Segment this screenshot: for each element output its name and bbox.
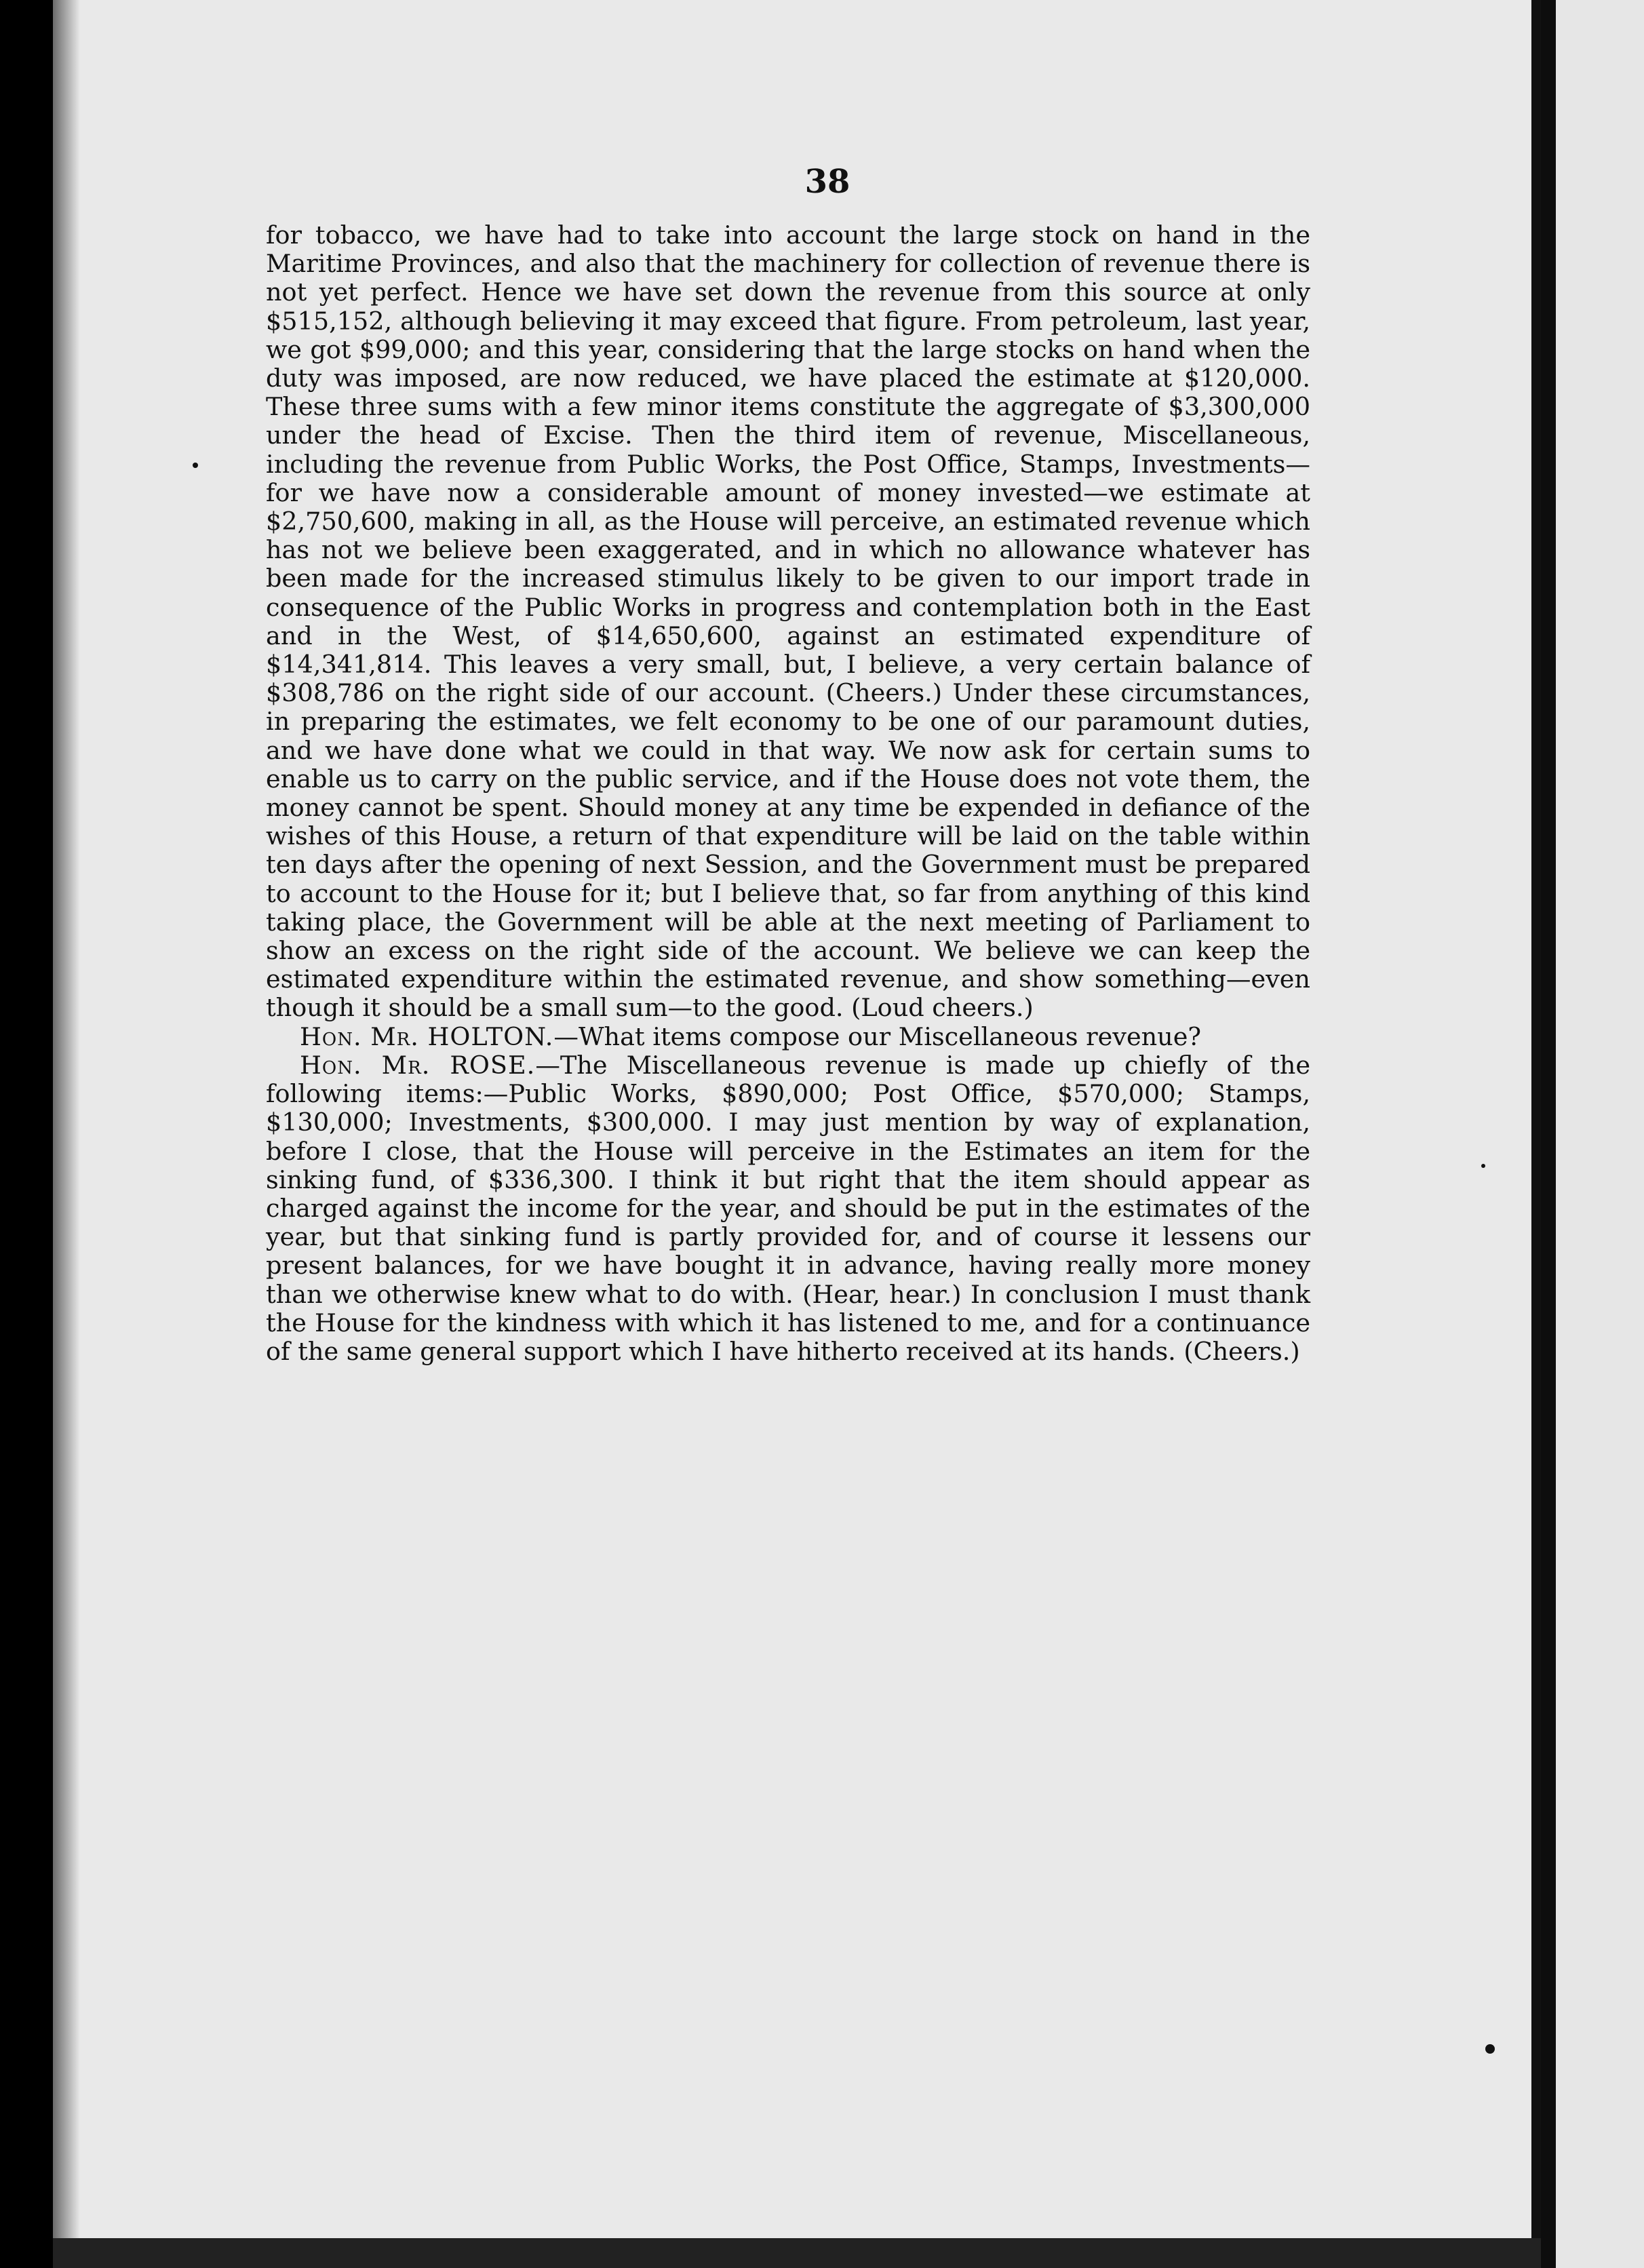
- paragraph-rose-reply: [266, 1051, 1310, 1366]
- ink-speck: [1485, 2044, 1495, 2054]
- body-text: [266, 221, 1310, 1366]
- facing-page-edge: [1541, 0, 1644, 2268]
- page-number: 38: [804, 163, 850, 201]
- ink-speck: [1481, 1164, 1485, 1168]
- gutter-shadow: [53, 0, 80, 2238]
- paragraph-text: for tobacco, we have had to take into account the large stock on hand in the Maritime Provinces, and also that the machinery for collection of revenue there is not yet perfect. Hence we have set down the revenue from this source at only $515,152, although believing it may exceed that figure. From petroleum, last year, we got $99,000; and this year, considering that the large stocks on hand when the duty was imposed, are now reduced, we have placed the estimate at $120,000. These three sums with a few minor items constitute the aggregate of $3,300,000 under the head of Excise. Then the third item of revenue, Miscellaneous, including the revenue from Public Works, the Post Office, Stamps, Investments—for we have now a considerable amount of money invested—we estimate at $2,750,600, making in all, as the House will perceive, an estimated revenue which has not we believe been exaggerated, and in which no allowance whatever has been made for the increased stimulus likely to be given to our import trade in consequence of the Public Works in progress and contemplation both in the East and in the West, of $14,650,600, against an estimated expenditure of $14,341,814. This leaves a very small, but, I believe, a very certain balance of $308,786 on the right side of our account. (Cheers.) Under these circumstances, in preparing the estimates, we felt economy to be one of our paramount duties, and we have done what we could in that way. We now ask for certain sums to enable us to carry on the public service, and if the House does not vote them, the money cannot be spent. Should money at any time be expended in defiance of the wishes of this House, a return of that expenditure will be laid on the table within ten days after the opening of next Session, and the Government must be prepared to account to the House for it; but I believe that, so far from anything of this kind taking place, the Government will be able at the next meeting of Parliament to show an excess on the right side of the account. We believe we can keep the estimated expenditure within the estimated revenue, and show something—even though it should be a small sum—to the good. (Loud cheers.): [266, 220, 1310, 1023]
- speaker-name: Hon. Mr. ROSE.: [300, 1050, 536, 1080]
- ink-speck: [193, 463, 198, 468]
- paragraph-holton-question: [266, 1023, 1310, 1051]
- paragraph-budget-continuation: [266, 221, 1310, 1023]
- speech-text: —The Miscellaneous revenue is made up chiefly of the following items:—Public Works, $890,000; Post Office, $570,000; Stamps, $130,000; Investments, $300,000. I may just mention by way of explanation, before I close, that the House will perceive in the Estimates an item for the sinking fund, of $336,300. I think it but right that the item should appear as charged against the income for the year, and should be put in the estimates of the year, but that sinking fund is partly provided for, and of course it lessens our present balances, for we have bought it in advance, having really more money than we otherwise knew what to do with. (Hear, hear.) In conclusion I must thank the House for the kindness with which it has listened to me, and for a continuance of the same general support which I have hitherto received at its hands. (Cheers.): [266, 1050, 1310, 1366]
- page-bottom-edge: [53, 2238, 1541, 2268]
- speaker-name: Hon. Mr. HOLTON.: [300, 1021, 554, 1051]
- speech-text: —What items compose our Miscellaneous revenue?: [553, 1021, 1201, 1051]
